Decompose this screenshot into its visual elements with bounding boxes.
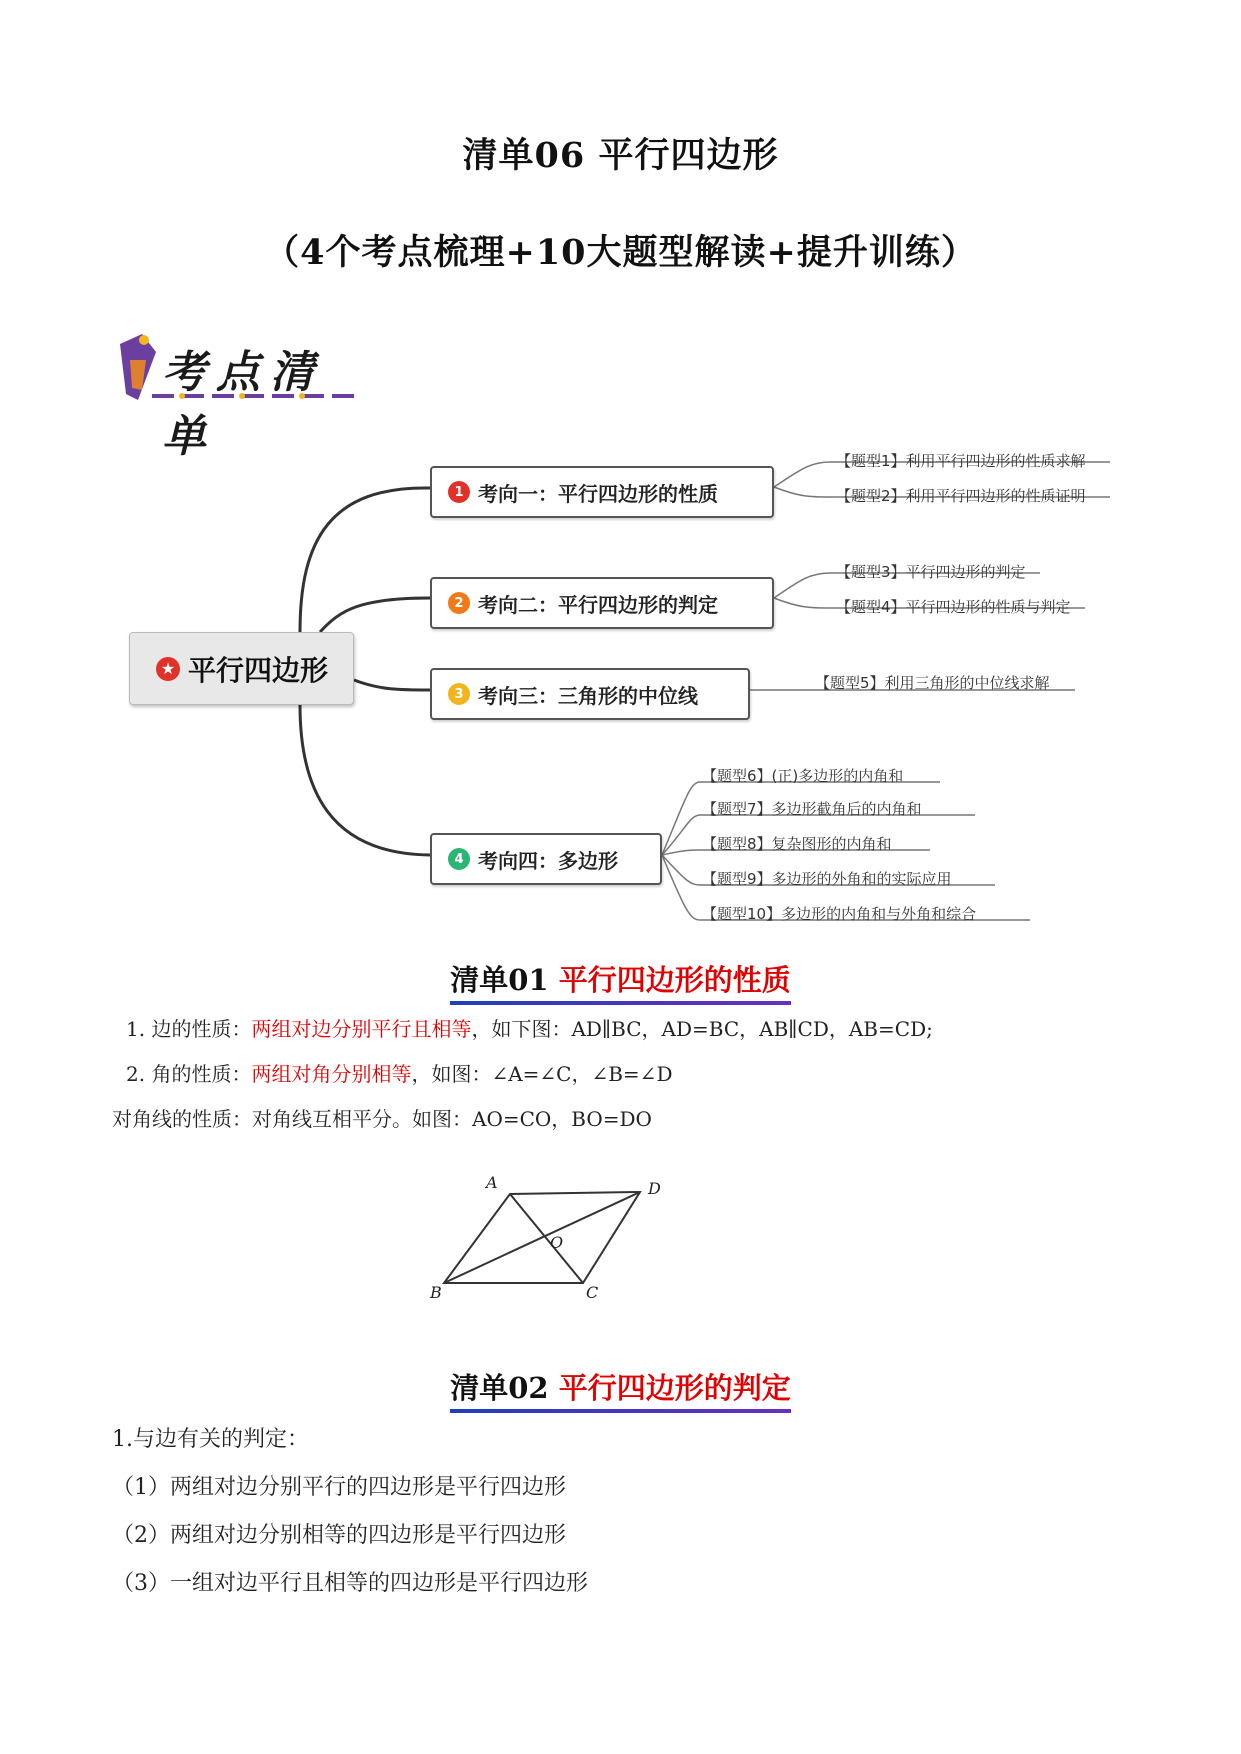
label-o: O <box>550 1233 564 1252</box>
section2-underline <box>450 1409 790 1413</box>
branch-1 <box>430 466 774 518</box>
section1-prefix: 清单01 <box>450 963 549 997</box>
section2-line: （2）两组对边分别相等的四边形是平行四边形 <box>112 1523 566 1548</box>
branch-2-label: 考向二：平行四边形的判定 <box>478 592 718 617</box>
badge-text: 考点清单 <box>162 347 324 462</box>
label-c: C <box>586 1283 599 1302</box>
leaf-item: 【题型10】多边形的内角和与外角和综合 <box>702 905 977 923</box>
section1-title: 平行四边形的性质 <box>558 963 791 997</box>
section1-line2 <box>126 1058 672 1087</box>
section2-line: （3）一组对边平行且相等的四边形是平行四边形 <box>112 1571 588 1596</box>
line1-lead: 1. 边的性质： <box>126 1017 252 1041</box>
leaf-item: 【题型9】多边形的外角和的实际应用 <box>702 870 952 888</box>
leaf-item: 【题型8】复杂图形的内角和 <box>702 835 892 853</box>
number-4-icon: 4 <box>448 848 470 870</box>
mindmap-root-label: 平行四边形 <box>188 653 329 687</box>
branch-1-label: 考向一：平行四边形的性质 <box>478 481 718 506</box>
line2-highlight: 两组对角分别相等 <box>251 1062 412 1086</box>
number-2-icon: 2 <box>448 592 470 614</box>
section2-prefix: 清单02 <box>450 1371 549 1405</box>
branch-4 <box>430 833 662 885</box>
branch-4-label: 考向四：多边形 <box>478 848 618 873</box>
leaf-item: 【题型1】利用平行四边形的性质求解 <box>836 452 1086 470</box>
leaf-item: 【题型4】平行四边形的性质与判定 <box>836 598 1071 616</box>
leaf-item: 【题型2】利用平行四边形的性质证明 <box>836 487 1086 505</box>
section1-underline <box>450 1001 790 1005</box>
line1-highlight: 两组对边分别平行且相等 <box>251 1017 472 1041</box>
section1-line1 <box>126 1013 933 1042</box>
leaf-item: 【题型5】利用三角形的中位线求解 <box>815 674 1050 692</box>
parallelogram-figure <box>420 1170 680 1310</box>
line1-rest: ，如下图：AD∥BC，AD=BC，AB∥CD，AB=CD; <box>471 1017 933 1041</box>
section2-heading <box>0 1366 1241 1411</box>
mindmap-root <box>129 632 354 705</box>
leaf-item: 【题型7】多边形截角后的内角和 <box>702 800 922 818</box>
page-title: 清单06 平行四边形 <box>462 135 779 176</box>
page-subtitle: （4个考点梳理+10大题型解读+提升训练） <box>264 232 977 273</box>
line2-rest: ，如图：∠A=∠C，∠B=∠D <box>411 1062 673 1086</box>
branch-3-label: 考向三：三角形的中位线 <box>478 683 698 708</box>
leaf-item: 【题型6】(正)多边形的内角和 <box>702 767 904 785</box>
section2-line: （1）两组对边分别平行的四边形是平行四边形 <box>112 1475 566 1500</box>
section1-line3: 对角线的性质：对角线互相平分。如图：AO=CO，BO=DO <box>112 1107 652 1131</box>
number-1-icon: 1 <box>448 481 470 503</box>
label-b: B <box>430 1283 442 1302</box>
line2-lead: 2. 角的性质： <box>126 1062 252 1086</box>
branch-3 <box>430 668 750 720</box>
label-d: D <box>648 1179 661 1198</box>
leaf-item: 【题型3】平行四边形的判定 <box>836 563 1026 581</box>
section2-line: 1.与边有关的判定： <box>112 1427 309 1452</box>
label-a: A <box>486 1173 498 1192</box>
section1-heading <box>0 958 1241 1003</box>
section2-title: 平行四边形的判定 <box>558 1371 791 1405</box>
number-3-icon: 3 <box>448 683 470 705</box>
star-icon: ★ <box>156 657 180 681</box>
branch-2 <box>430 577 774 629</box>
